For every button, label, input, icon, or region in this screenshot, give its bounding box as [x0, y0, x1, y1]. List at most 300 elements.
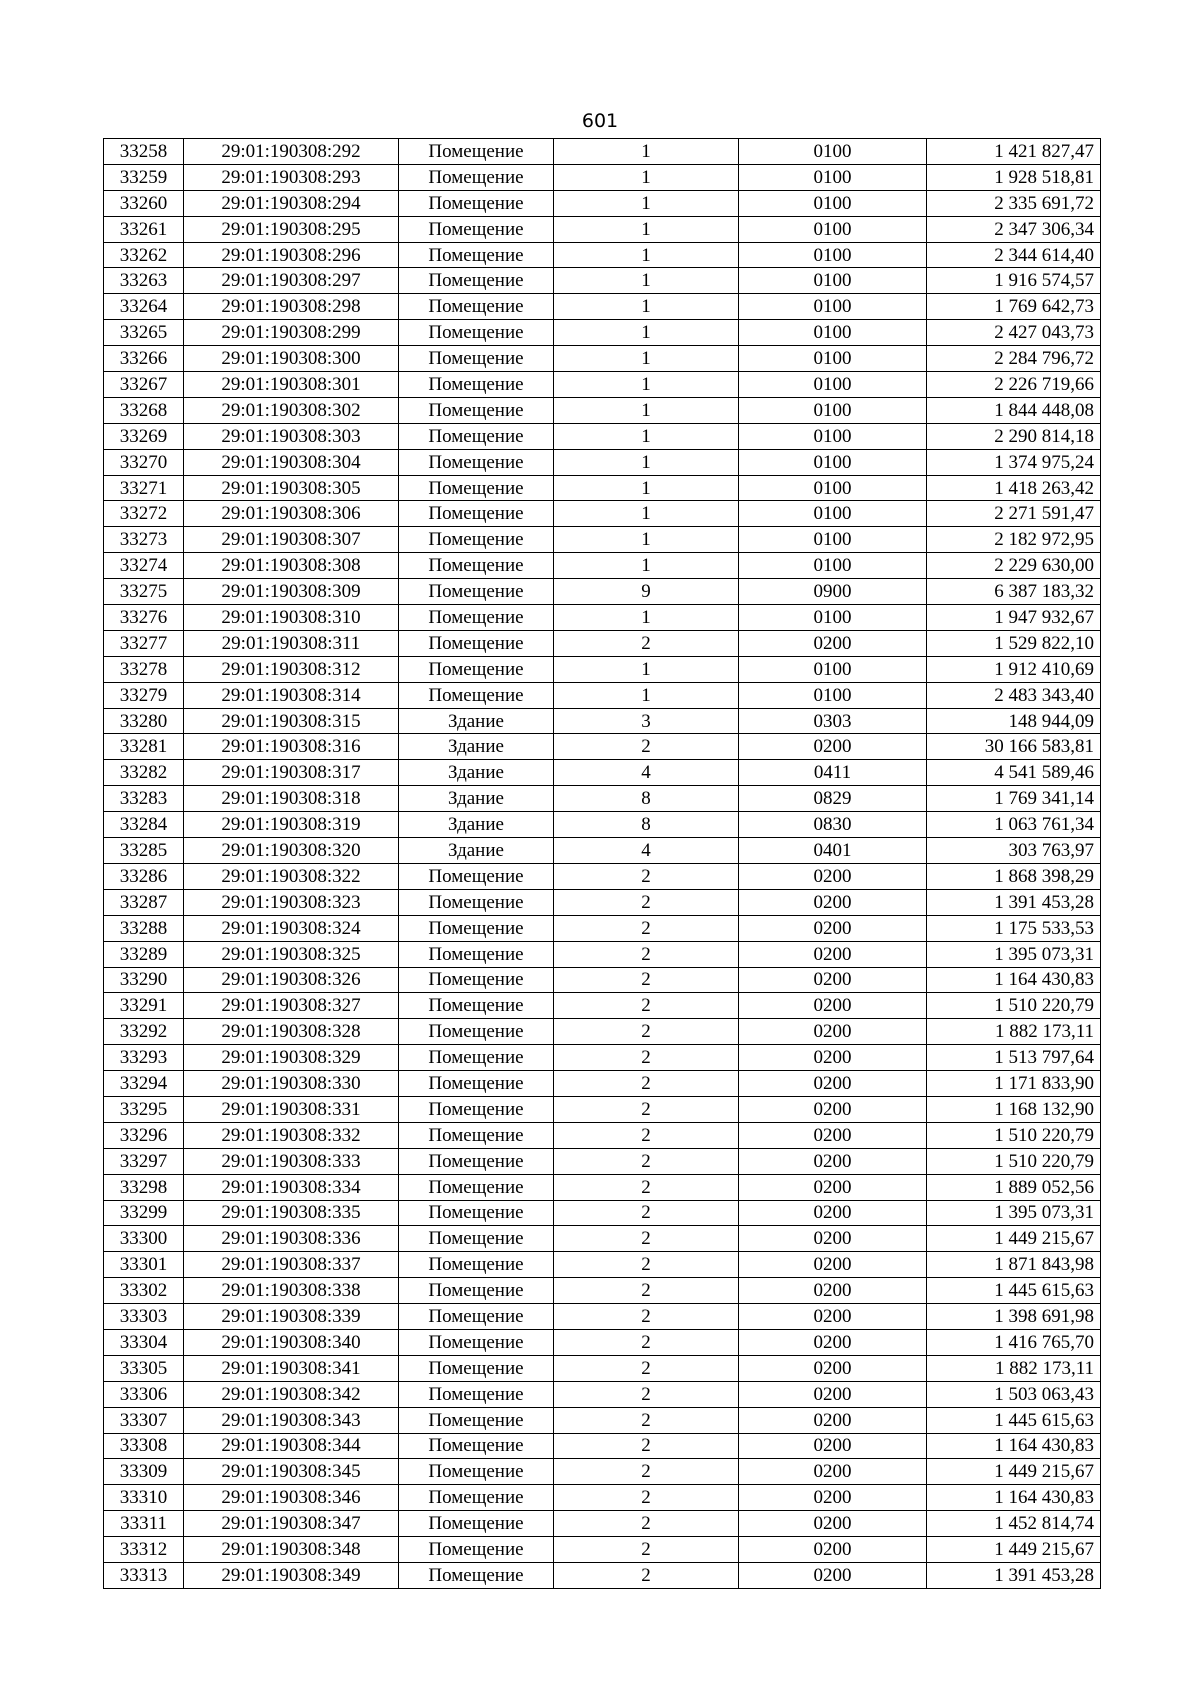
row-number-cell: 33307 [104, 1407, 184, 1433]
code-cell: 0401 [739, 838, 927, 864]
cadastral-number-cell: 29:01:190308:324 [184, 915, 399, 941]
object-type-cell: Помещение [399, 1537, 554, 1563]
table-row [104, 1355, 1101, 1381]
object-type-cell: Помещение [399, 630, 554, 656]
cadastral-value-cell: 4 541 589,46 [927, 760, 1101, 786]
row-number-cell: 33309 [104, 1459, 184, 1485]
cadastral-value-cell: 1 395 073,31 [927, 1200, 1101, 1226]
table-row [104, 242, 1101, 268]
object-type-cell: Помещение [399, 605, 554, 631]
object-type-cell: Помещение [399, 1278, 554, 1304]
table-row [104, 1407, 1101, 1433]
group-cell: 1 [554, 294, 739, 320]
object-type-cell: Здание [399, 812, 554, 838]
group-cell: 2 [554, 1381, 739, 1407]
group-cell: 1 [554, 164, 739, 190]
row-number-cell: 33308 [104, 1433, 184, 1459]
code-cell: 0200 [739, 1226, 927, 1252]
cadastral-value-cell: 1 871 843,98 [927, 1252, 1101, 1278]
row-number-cell: 33267 [104, 372, 184, 398]
table-row [104, 915, 1101, 941]
table-row [104, 1304, 1101, 1330]
cadastral-value-cell: 1 882 173,11 [927, 1355, 1101, 1381]
code-cell: 0200 [739, 1122, 927, 1148]
code-cell: 0100 [739, 346, 927, 372]
table-row [104, 786, 1101, 812]
object-type-cell: Помещение [399, 190, 554, 216]
cadastral-number-cell: 29:01:190308:339 [184, 1304, 399, 1330]
group-cell: 2 [554, 1562, 739, 1588]
row-number-cell: 33283 [104, 786, 184, 812]
cadastral-number-cell: 29:01:190308:347 [184, 1511, 399, 1537]
table-row [104, 734, 1101, 760]
row-number-cell: 33270 [104, 449, 184, 475]
group-cell: 2 [554, 915, 739, 941]
cadastral-value-cell: 1 510 220,79 [927, 1148, 1101, 1174]
cadastral-value-cell: 1 510 220,79 [927, 1122, 1101, 1148]
object-type-cell: Помещение [399, 1485, 554, 1511]
cadastral-value-cell: 1 418 263,42 [927, 475, 1101, 501]
group-cell: 1 [554, 501, 739, 527]
object-type-cell: Помещение [399, 1433, 554, 1459]
object-type-cell: Помещение [399, 1096, 554, 1122]
row-number-cell: 33278 [104, 656, 184, 682]
group-cell: 2 [554, 1174, 739, 1200]
group-cell: 2 [554, 967, 739, 993]
object-type-cell: Помещение [399, 449, 554, 475]
object-type-cell: Помещение [399, 1459, 554, 1485]
object-type-cell: Помещение [399, 1381, 554, 1407]
code-cell: 0200 [739, 1252, 927, 1278]
row-number-cell: 33282 [104, 760, 184, 786]
row-number-cell: 33304 [104, 1329, 184, 1355]
cadastral-number-cell: 29:01:190308:299 [184, 320, 399, 346]
cadastral-number-cell: 29:01:190308:326 [184, 967, 399, 993]
cadastral-value-cell: 1 416 765,70 [927, 1329, 1101, 1355]
cadastral-value-cell: 2 427 043,73 [927, 320, 1101, 346]
row-number-cell: 33287 [104, 889, 184, 915]
code-cell: 0200 [739, 1096, 927, 1122]
row-number-cell: 33258 [104, 139, 184, 165]
cadastral-number-cell: 29:01:190308:325 [184, 941, 399, 967]
table-row [104, 501, 1101, 527]
table-row [104, 708, 1101, 734]
cadastral-value-cell: 303 763,97 [927, 838, 1101, 864]
cadastral-value-cell: 1 374 975,24 [927, 449, 1101, 475]
group-cell: 1 [554, 553, 739, 579]
code-cell: 0829 [739, 786, 927, 812]
group-cell: 2 [554, 1122, 739, 1148]
row-number-cell: 33272 [104, 501, 184, 527]
table-row [104, 1329, 1101, 1355]
group-cell: 1 [554, 242, 739, 268]
group-cell: 2 [554, 1407, 739, 1433]
object-type-cell: Помещение [399, 579, 554, 605]
cadastral-number-cell: 29:01:190308:311 [184, 630, 399, 656]
object-type-cell: Помещение [399, 216, 554, 242]
cadastral-number-cell: 29:01:190308:304 [184, 449, 399, 475]
code-cell: 0200 [739, 1278, 927, 1304]
group-cell: 3 [554, 708, 739, 734]
table-row [104, 294, 1101, 320]
code-cell: 0200 [739, 1174, 927, 1200]
table-row [104, 1252, 1101, 1278]
group-cell: 2 [554, 889, 739, 915]
cadastral-value-cell: 1 421 827,47 [927, 139, 1101, 165]
code-cell: 0100 [739, 320, 927, 346]
cadastral-value-cell: 2 182 972,95 [927, 527, 1101, 553]
group-cell: 2 [554, 1511, 739, 1537]
row-number-cell: 33300 [104, 1226, 184, 1252]
object-type-cell: Помещение [399, 423, 554, 449]
table-row [104, 268, 1101, 294]
cadastral-number-cell: 29:01:190308:336 [184, 1226, 399, 1252]
group-cell: 2 [554, 1278, 739, 1304]
code-cell: 0200 [739, 889, 927, 915]
cadastral-number-cell: 29:01:190308:295 [184, 216, 399, 242]
row-number-cell: 33290 [104, 967, 184, 993]
cadastral-number-cell: 29:01:190308:301 [184, 372, 399, 398]
code-cell: 0303 [739, 708, 927, 734]
object-type-cell: Здание [399, 734, 554, 760]
table-row [104, 812, 1101, 838]
cadastral-value-cell: 1 529 822,10 [927, 630, 1101, 656]
code-cell: 0100 [739, 216, 927, 242]
group-cell: 1 [554, 605, 739, 631]
cadastral-value-cell: 1 449 215,67 [927, 1537, 1101, 1563]
cadastral-number-cell: 29:01:190308:322 [184, 863, 399, 889]
table-row [104, 1200, 1101, 1226]
group-cell: 1 [554, 449, 739, 475]
row-number-cell: 33294 [104, 1071, 184, 1097]
object-type-cell: Помещение [399, 294, 554, 320]
code-cell: 0200 [739, 1045, 927, 1071]
row-number-cell: 33273 [104, 527, 184, 553]
object-type-cell: Здание [399, 708, 554, 734]
row-number-cell: 33288 [104, 915, 184, 941]
row-number-cell: 33279 [104, 682, 184, 708]
table-row [104, 216, 1101, 242]
row-number-cell: 33266 [104, 346, 184, 372]
cadastral-value-cell: 1 769 341,14 [927, 786, 1101, 812]
object-type-cell: Помещение [399, 268, 554, 294]
group-cell: 1 [554, 320, 739, 346]
group-cell: 2 [554, 1329, 739, 1355]
code-cell: 0100 [739, 190, 927, 216]
cadastral-number-cell: 29:01:190308:306 [184, 501, 399, 527]
cadastral-value-cell: 1 164 430,83 [927, 1485, 1101, 1511]
cadastral-number-cell: 29:01:190308:307 [184, 527, 399, 553]
row-number-cell: 33284 [104, 812, 184, 838]
cadastral-number-cell: 29:01:190308:300 [184, 346, 399, 372]
row-number-cell: 33311 [104, 1511, 184, 1537]
cadastral-value-cell: 2 284 796,72 [927, 346, 1101, 372]
row-number-cell: 33265 [104, 320, 184, 346]
table-row [104, 1226, 1101, 1252]
object-type-cell: Помещение [399, 941, 554, 967]
table-row [104, 397, 1101, 423]
table-row [104, 1096, 1101, 1122]
group-cell: 2 [554, 630, 739, 656]
code-cell: 0200 [739, 1433, 927, 1459]
row-number-cell: 33262 [104, 242, 184, 268]
cadastral-number-cell: 29:01:190308:342 [184, 1381, 399, 1407]
group-cell: 2 [554, 1459, 739, 1485]
cadastral-value-cell: 2 290 814,18 [927, 423, 1101, 449]
cadastral-number-cell: 29:01:190308:317 [184, 760, 399, 786]
cadastral-value-cell: 2 483 343,40 [927, 682, 1101, 708]
group-cell: 1 [554, 397, 739, 423]
row-number-cell: 33269 [104, 423, 184, 449]
object-type-cell: Помещение [399, 967, 554, 993]
table-row [104, 1459, 1101, 1485]
group-cell: 1 [554, 475, 739, 501]
table-row [104, 475, 1101, 501]
group-cell: 2 [554, 1355, 739, 1381]
object-type-cell: Помещение [399, 1148, 554, 1174]
table-row [104, 682, 1101, 708]
object-type-cell: Помещение [399, 553, 554, 579]
object-type-cell: Помещение [399, 1355, 554, 1381]
table-row [104, 1174, 1101, 1200]
row-number-cell: 33280 [104, 708, 184, 734]
row-number-cell: 33276 [104, 605, 184, 631]
cadastral-number-cell: 29:01:190308:298 [184, 294, 399, 320]
row-number-cell: 33285 [104, 838, 184, 864]
row-number-cell: 33297 [104, 1148, 184, 1174]
code-cell: 0100 [739, 397, 927, 423]
group-cell: 2 [554, 1200, 739, 1226]
group-cell: 1 [554, 216, 739, 242]
table-row [104, 889, 1101, 915]
cadastral-number-cell: 29:01:190308:305 [184, 475, 399, 501]
object-type-cell: Помещение [399, 372, 554, 398]
row-number-cell: 33260 [104, 190, 184, 216]
table-row [104, 346, 1101, 372]
cadastral-number-cell: 29:01:190308:344 [184, 1433, 399, 1459]
group-cell: 2 [554, 1148, 739, 1174]
cadastral-number-cell: 29:01:190308:330 [184, 1071, 399, 1097]
code-cell: 0200 [739, 915, 927, 941]
cadastral-number-cell: 29:01:190308:333 [184, 1148, 399, 1174]
code-cell: 0900 [739, 579, 927, 605]
cadastral-number-cell: 29:01:190308:296 [184, 242, 399, 268]
code-cell: 0100 [739, 553, 927, 579]
cadastral-value-cell: 1 391 453,28 [927, 889, 1101, 915]
code-cell: 0200 [739, 1459, 927, 1485]
code-cell: 0200 [739, 1355, 927, 1381]
row-number-cell: 33271 [104, 475, 184, 501]
group-cell: 2 [554, 1485, 739, 1511]
row-number-cell: 33295 [104, 1096, 184, 1122]
cadastral-number-cell: 29:01:190308:343 [184, 1407, 399, 1433]
cadastral-number-cell: 29:01:190308:319 [184, 812, 399, 838]
cadastral-number-cell: 29:01:190308:309 [184, 579, 399, 605]
object-type-cell: Помещение [399, 1122, 554, 1148]
cadastral-number-cell: 29:01:190308:348 [184, 1537, 399, 1563]
code-cell: 0100 [739, 501, 927, 527]
object-type-cell: Помещение [399, 1200, 554, 1226]
group-cell: 1 [554, 527, 739, 553]
group-cell: 8 [554, 786, 739, 812]
cadastral-number-cell: 29:01:190308:328 [184, 1019, 399, 1045]
group-cell: 2 [554, 863, 739, 889]
table-row [104, 579, 1101, 605]
table-row [104, 656, 1101, 682]
code-cell: 0200 [739, 734, 927, 760]
group-cell: 1 [554, 346, 739, 372]
cadastral-value-cell: 1 912 410,69 [927, 656, 1101, 682]
cadastral-number-cell: 29:01:190308:294 [184, 190, 399, 216]
cadastral-value-cell: 1 171 833,90 [927, 1071, 1101, 1097]
cadastral-number-cell: 29:01:190308:318 [184, 786, 399, 812]
cadastral-number-cell: 29:01:190308:320 [184, 838, 399, 864]
object-type-cell: Помещение [399, 656, 554, 682]
cadastral-number-cell: 29:01:190308:327 [184, 993, 399, 1019]
cadastral-number-cell: 29:01:190308:337 [184, 1252, 399, 1278]
group-cell: 2 [554, 1045, 739, 1071]
code-cell: 0200 [739, 1019, 927, 1045]
object-type-cell: Помещение [399, 1174, 554, 1200]
table-row [104, 1148, 1101, 1174]
row-number-cell: 33277 [104, 630, 184, 656]
object-type-cell: Помещение [399, 1511, 554, 1537]
row-number-cell: 33298 [104, 1174, 184, 1200]
group-cell: 2 [554, 1252, 739, 1278]
row-number-cell: 33275 [104, 579, 184, 605]
code-cell: 0100 [739, 164, 927, 190]
cadastral-number-cell: 29:01:190308:315 [184, 708, 399, 734]
table-row [104, 1278, 1101, 1304]
row-number-cell: 33274 [104, 553, 184, 579]
group-cell: 1 [554, 423, 739, 449]
cadastral-value-cell: 1 947 932,67 [927, 605, 1101, 631]
table-row [104, 164, 1101, 190]
code-cell: 0100 [739, 294, 927, 320]
row-number-cell: 33268 [104, 397, 184, 423]
cadastral-number-cell: 29:01:190308:346 [184, 1485, 399, 1511]
cadastral-value-cell: 1 449 215,67 [927, 1459, 1101, 1485]
cadastral-number-cell: 29:01:190308:292 [184, 139, 399, 165]
group-cell: 2 [554, 1433, 739, 1459]
row-number-cell: 33305 [104, 1355, 184, 1381]
object-type-cell: Помещение [399, 139, 554, 165]
object-type-cell: Помещение [399, 397, 554, 423]
cadastral-value-cell: 1 445 615,63 [927, 1407, 1101, 1433]
table-row [104, 423, 1101, 449]
cadastral-value-cell: 1 175 533,53 [927, 915, 1101, 941]
code-cell: 0100 [739, 605, 927, 631]
table-row [104, 993, 1101, 1019]
cadastral-number-cell: 29:01:190308:310 [184, 605, 399, 631]
row-number-cell: 33281 [104, 734, 184, 760]
table-row [104, 863, 1101, 889]
cadastral-value-cell: 6 387 183,32 [927, 579, 1101, 605]
row-number-cell: 33291 [104, 993, 184, 1019]
row-number-cell: 33310 [104, 1485, 184, 1511]
table-row [104, 553, 1101, 579]
cadastral-number-cell: 29:01:190308:293 [184, 164, 399, 190]
group-cell: 8 [554, 812, 739, 838]
code-cell: 0100 [739, 656, 927, 682]
cadastral-value-cell: 2 271 591,47 [927, 501, 1101, 527]
object-type-cell: Помещение [399, 1045, 554, 1071]
cadastral-value-cell: 1 445 615,63 [927, 1278, 1101, 1304]
cadastral-number-cell: 29:01:190308:308 [184, 553, 399, 579]
page-number: 601 [581, 110, 619, 132]
object-type-cell: Помещение [399, 863, 554, 889]
code-cell: 0200 [739, 863, 927, 889]
object-type-cell: Помещение [399, 501, 554, 527]
group-cell: 1 [554, 682, 739, 708]
cadastral-number-cell: 29:01:190308:329 [184, 1045, 399, 1071]
cadastral-value-cell: 2 347 306,34 [927, 216, 1101, 242]
table-row [104, 1122, 1101, 1148]
group-cell: 2 [554, 1304, 739, 1330]
cadastral-value-cell: 30 166 583,81 [927, 734, 1101, 760]
code-cell: 0200 [739, 993, 927, 1019]
table-row [104, 320, 1101, 346]
cadastral-value-cell: 1 844 448,08 [927, 397, 1101, 423]
code-cell: 0200 [739, 1200, 927, 1226]
cadastral-value-cell: 1 452 814,74 [927, 1511, 1101, 1537]
cadastral-value-cell: 1 510 220,79 [927, 993, 1101, 1019]
code-cell: 0200 [739, 1562, 927, 1588]
cadastral-value-cell: 1 513 797,64 [927, 1045, 1101, 1071]
object-type-cell: Помещение [399, 682, 554, 708]
row-number-cell: 33312 [104, 1537, 184, 1563]
registry-table-body [104, 139, 1101, 1589]
table-row [104, 190, 1101, 216]
table-row [104, 605, 1101, 631]
object-type-cell: Помещение [399, 915, 554, 941]
code-cell: 0200 [739, 1071, 927, 1097]
code-cell: 0830 [739, 812, 927, 838]
cadastral-value-cell: 1 164 430,83 [927, 967, 1101, 993]
cadastral-value-cell: 1 168 132,90 [927, 1096, 1101, 1122]
table-row [104, 1045, 1101, 1071]
object-type-cell: Помещение [399, 993, 554, 1019]
object-type-cell: Здание [399, 760, 554, 786]
table-row [104, 1381, 1101, 1407]
cadastral-value-cell: 1 449 215,67 [927, 1226, 1101, 1252]
object-type-cell: Помещение [399, 1071, 554, 1097]
row-number-cell: 33264 [104, 294, 184, 320]
cadastral-number-cell: 29:01:190308:297 [184, 268, 399, 294]
row-number-cell: 33302 [104, 1278, 184, 1304]
row-number-cell: 33292 [104, 1019, 184, 1045]
cadastral-value-cell: 1 868 398,29 [927, 863, 1101, 889]
object-type-cell: Здание [399, 786, 554, 812]
cadastral-value-cell: 148 944,09 [927, 708, 1101, 734]
cadastral-number-cell: 29:01:190308:345 [184, 1459, 399, 1485]
group-cell: 4 [554, 838, 739, 864]
row-number-cell: 33299 [104, 1200, 184, 1226]
cadastral-value-cell: 1 889 052,56 [927, 1174, 1101, 1200]
code-cell: 0100 [739, 139, 927, 165]
object-type-cell: Помещение [399, 242, 554, 268]
cadastral-value-cell: 1 769 642,73 [927, 294, 1101, 320]
cadastral-number-cell: 29:01:190308:323 [184, 889, 399, 915]
row-number-cell: 33263 [104, 268, 184, 294]
code-cell: 0200 [739, 1485, 927, 1511]
code-cell: 0200 [739, 1148, 927, 1174]
cadastral-number-cell: 29:01:190308:340 [184, 1329, 399, 1355]
code-cell: 0100 [739, 268, 927, 294]
table-row [104, 372, 1101, 398]
cadastral-number-cell: 29:01:190308:331 [184, 1096, 399, 1122]
code-cell: 0100 [739, 372, 927, 398]
